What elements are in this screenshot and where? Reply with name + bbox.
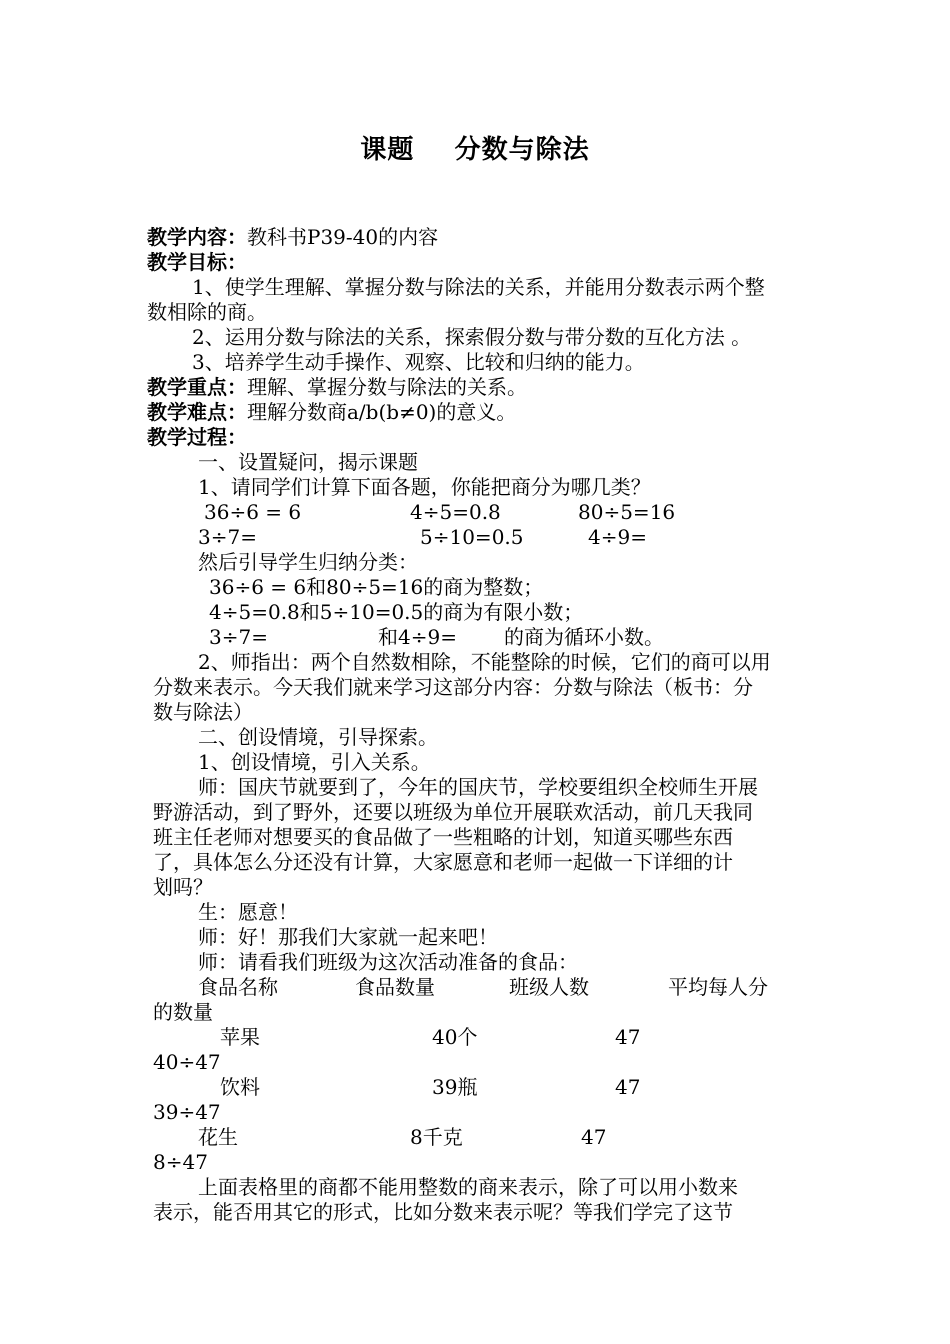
table-cell-name: 苹果 [220, 1025, 260, 1049]
teacher-line-1c: 班主任老师对想要买的食品做了一些粗略的计划，知道买哪些东西 [153, 825, 733, 849]
class-3-part: 的商为循环小数。 [504, 625, 664, 649]
difficulty-text: 理解分数商a/b(b≠0)的意义。 [247, 400, 517, 424]
process-label: 教学过程： [147, 425, 247, 449]
content-text: 教科书P39-40的内容 [247, 225, 439, 249]
class-3-part: 和4÷9= [378, 625, 457, 649]
table-cell-qty: 39瓶 [432, 1075, 478, 1099]
calc-cell: 80÷5=16 [578, 500, 676, 524]
key-label: 教学重点： [147, 375, 247, 399]
guide-line: 然后引导学生归纳分类： [198, 550, 418, 574]
table-cell-people: 47 [615, 1025, 641, 1049]
teacher-line-1d: 了，具体怎么分还没有计算，大家愿意和老师一起做一下详细的计 [153, 850, 733, 874]
student-reply: 生：愿意！ [198, 900, 298, 924]
calc-cell: 3÷7= [198, 525, 257, 549]
class-line-2: 4÷5=0.8和5÷10=0.5的商为有限小数； [209, 600, 584, 624]
section-2-item-1: 1、创设情境，引入关系。 [198, 750, 431, 774]
section-2-heading: 二、创设情境，引导探索。 [198, 725, 438, 749]
table-cell-people: 47 [581, 1125, 607, 1149]
table-cell-people: 47 [615, 1075, 641, 1099]
goal-2: 2、运用分数与除法的关系，探索假分数与带分数的互化方法 。 [192, 325, 752, 349]
point-2a: 2、师指出：两个自然数相除，不能整除的时候，它们的商可以用 [198, 650, 771, 674]
calc-cell: 36÷6 = 6 [204, 500, 302, 524]
key-text: 理解、掌握分数与除法的关系。 [247, 375, 527, 399]
table-cell-qty: 8千克 [410, 1125, 463, 1149]
table-cell-qty: 40个 [432, 1025, 478, 1049]
table-cell-expr: 8÷47 [153, 1150, 208, 1174]
key-line [147, 375, 527, 400]
teacher-line-1b: 野游活动，到了野外，还要以班级为单位开展联欢活动，前几天我同 [153, 800, 753, 824]
closing-line-a: 上面表格里的商都不能用整数的商来表示，除了可以用小数来 [198, 1175, 738, 1199]
calc-cell: 4÷5=0.8 [410, 500, 501, 524]
content-line [147, 225, 438, 250]
difficulty-line [147, 400, 516, 425]
content-label: 教学内容： [147, 225, 247, 249]
teacher-line-1a: 师：国庆节就要到了，今年的国庆节，学校要组织全校师生开展 [198, 775, 758, 799]
table-cell-expr: 40÷47 [153, 1050, 221, 1074]
class-3-part: 3÷7= [209, 625, 268, 649]
table-header-cell: 食品名称 [198, 975, 278, 999]
section-1-heading: 一、设置疑问，揭示课题 [198, 450, 418, 474]
teacher-line-3: 师：请看我们班级为这次活动准备的食品： [198, 950, 578, 974]
teacher-line-1e: 划吗？ [153, 875, 213, 899]
goal-1b: 数相除的商。 [147, 300, 267, 324]
table-header-cell: 食品数量 [355, 975, 435, 999]
goal-3: 3、培养学生动手操作、观察、比较和归纳的能力。 [192, 350, 645, 374]
difficulty-label: 教学难点： [147, 400, 247, 424]
page-title: 课题 分数与除法 [360, 135, 590, 165]
class-line-1: 36÷6 = 6和80÷5=16的商为整数； [209, 575, 544, 599]
section-1-item-1: 1、请同学们计算下面各题，你能把商分为哪几类？ [198, 475, 651, 499]
calc-cell: 4÷9= [588, 525, 647, 549]
closing-line-b: 表示，能否用其它的形式，比如分数来表示呢？等我们学完了这节 [153, 1200, 733, 1224]
goal-1a: 1、使学生理解、掌握分数与除法的关系，并能用分数表示两个整 [192, 275, 765, 299]
table-cell-name: 饮料 [220, 1075, 260, 1099]
calc-cell: 5÷10=0.5 [420, 525, 524, 549]
table-header-wrap: 的数量 [153, 1000, 213, 1024]
goals-label: 教学目标： [147, 250, 247, 274]
table-cell-name: 花生 [198, 1125, 238, 1149]
table-cell-expr: 39÷47 [153, 1100, 221, 1124]
teacher-line-2: 师：好！那我们大家就一起来吧！ [198, 925, 498, 949]
point-2b: 分数来表示。今天我们就来学习这部分内容：分数与除法（板书：分 [153, 675, 753, 699]
table-header-cell: 班级人数 [509, 975, 589, 999]
point-2c: 数与除法） [153, 700, 253, 724]
table-header-cell: 平均每人分 [668, 975, 768, 999]
